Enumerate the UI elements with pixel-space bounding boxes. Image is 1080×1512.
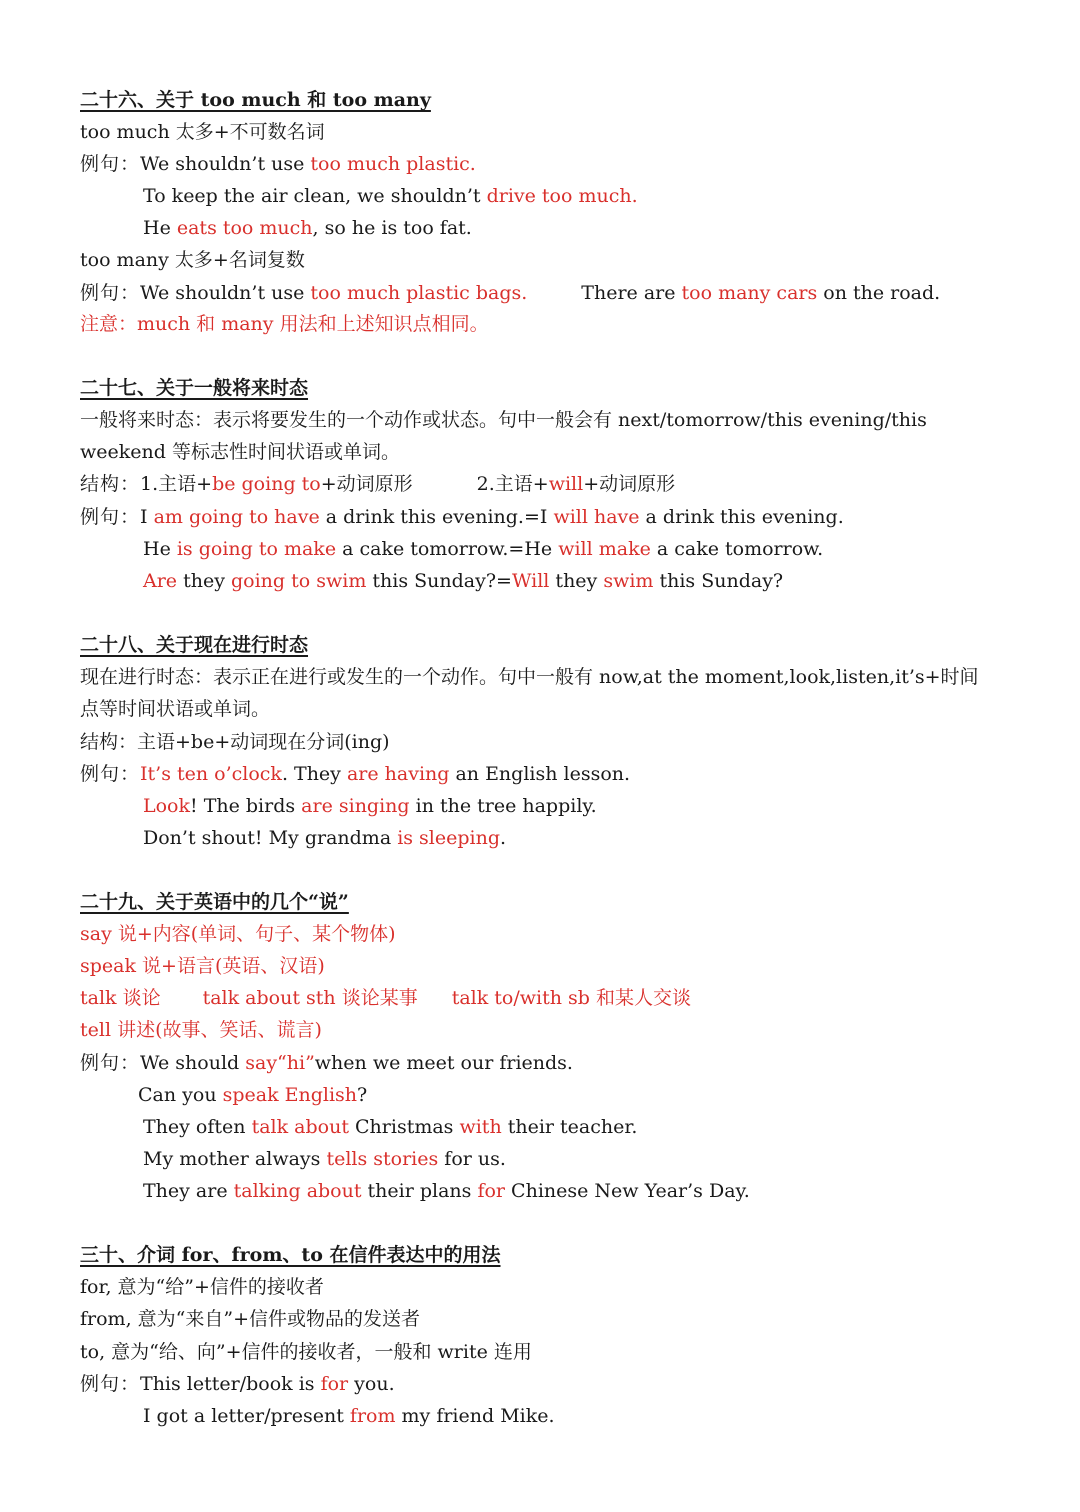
- example-highlight: are singing: [301, 795, 410, 817]
- example-text: a drink this evening.: [639, 506, 844, 528]
- example-highlight: too much plastic.: [310, 153, 476, 175]
- example-row: [80, 1050, 573, 1076]
- section-26-title: 二十六、关于 too much 和 too many: [80, 89, 431, 111]
- example-text: they: [549, 570, 604, 592]
- example-highlight: from: [349, 1405, 396, 1427]
- definition-line: weekend 等标志性时间状语或单词。: [80, 441, 400, 463]
- example-row: [143, 1114, 637, 1140]
- structure-highlight: be going to: [212, 473, 321, 495]
- example-text: my friend Mike.: [395, 1405, 555, 1427]
- example-text: on the road.: [817, 282, 941, 304]
- example-text: Chinese New Year’s Day.: [505, 1180, 750, 1202]
- example-text: an English lesson.: [449, 763, 631, 785]
- example-highlight: It’s ten o’clock: [140, 763, 282, 785]
- structure-text: +动词原形: [583, 473, 676, 495]
- example-highlight: is going to make: [176, 538, 337, 560]
- structure-highlight: will: [548, 473, 584, 495]
- example-highlight: Look: [143, 795, 191, 817]
- from-definition: from, 意为“来自”+信件或物品的发送者: [80, 1308, 420, 1330]
- example-text: He: [143, 538, 177, 560]
- talk-to-definition: talk to/with sb 和某人交谈: [451, 987, 691, 1009]
- definition-line: 现在进行时态：表示正在进行或发生的一个动作。句中一般有 now,at the moment,look,listen,it’s+时间: [80, 666, 979, 688]
- structure-row: [80, 471, 675, 497]
- example-highlight: swim: [603, 570, 654, 592]
- example-text: To keep the air clean, we shouldn’t: [143, 185, 487, 207]
- example-text: a cake tomorrow.=He: [336, 538, 559, 560]
- too-many-definition: too many 太多+名词复数: [80, 249, 305, 271]
- example-text: their plans: [361, 1180, 478, 1202]
- example-highlight: too many cars: [681, 282, 818, 304]
- example-row: [143, 536, 823, 562]
- example-text: this Sunday?: [653, 570, 784, 592]
- example-highlight: Will: [511, 570, 550, 592]
- definition-line: 一般将来时态：表示将要发生的一个动作或状态。句中一般会有 next/tomorrow/this evening/this: [80, 409, 927, 431]
- example-row: [143, 1146, 506, 1172]
- example-text: Christmas: [348, 1116, 460, 1138]
- example-row: [143, 1403, 555, 1429]
- example-text: Don’t shout! My grandma: [143, 827, 398, 849]
- example-text: ?: [357, 1084, 368, 1106]
- say-definition: say 说+内容(单词、句子、某个物体): [80, 923, 396, 945]
- example-label: 例句：: [80, 153, 141, 175]
- example-text: they: [177, 570, 231, 592]
- example-text: We shouldn’t use: [140, 153, 311, 175]
- structure-text: +动词原形: [320, 473, 413, 495]
- example-text: ! The birds: [190, 795, 302, 817]
- example-row: [143, 793, 597, 819]
- speak-definition: speak 说+语言(英语、汉语): [80, 955, 325, 977]
- example-row: [80, 761, 630, 787]
- example-text: There are: [581, 282, 682, 304]
- section-27-title: 二十七、关于一般将来时态: [80, 377, 309, 399]
- note: 注意：much 和 many 用法和上述知识点相同。: [80, 313, 489, 335]
- example-highlight: tells stories: [326, 1148, 439, 1170]
- example-row: [80, 1371, 395, 1397]
- structure-text: 2.主语+: [476, 473, 549, 495]
- example-text: We shouldn’t use: [140, 282, 311, 304]
- example-text: He: [143, 217, 177, 239]
- example-highlight: am going to have: [153, 506, 320, 528]
- talk-definition: talk 谈论: [80, 987, 161, 1009]
- example-highlight: speak English: [222, 1084, 358, 1106]
- example-highlight: will make: [558, 538, 651, 560]
- example-row: [143, 825, 506, 851]
- example-text: a cake tomorrow.: [650, 538, 824, 560]
- structure-text: 1.主语+: [140, 473, 213, 495]
- example-row: [138, 1082, 367, 1108]
- definition-line: 点等时间状语或单词。: [80, 698, 271, 720]
- example-row: [80, 151, 476, 177]
- example-highlight: say“hi”: [245, 1052, 315, 1074]
- example-highlight: talking about: [233, 1180, 362, 1202]
- example-text: a drink this evening.=I: [319, 506, 554, 528]
- example-label: 例句：: [80, 763, 141, 785]
- example-text: My mother always: [143, 1148, 327, 1170]
- example-text: Can you: [138, 1084, 223, 1106]
- example-text: for us.: [438, 1148, 506, 1170]
- example-highlight: with: [459, 1116, 502, 1138]
- structure-label: 结构：: [80, 473, 141, 495]
- section-28-title: 二十八、关于现在进行时态: [80, 634, 309, 656]
- example-highlight: going to swim: [231, 570, 367, 592]
- example-text: .: [500, 827, 507, 849]
- example-highlight: drive too much.: [486, 185, 638, 207]
- tell-definition: tell 讲述(故事、笑话、谎言): [80, 1019, 322, 1041]
- talk-about-definition: talk about sth 谈论某事: [202, 987, 418, 1009]
- example-label: 例句：: [80, 506, 141, 528]
- example-row: [143, 1178, 750, 1204]
- example-label: 例句：: [80, 282, 141, 304]
- example-highlight: are having: [346, 763, 450, 785]
- structure-row: 结构：主语+be+动词现在分词(ing): [80, 731, 390, 753]
- example-label: 例句：: [80, 1373, 141, 1395]
- example-text: This letter/book is: [140, 1373, 321, 1395]
- example-text: , so he is too fat.: [312, 217, 472, 239]
- section-30-title: 三十、介词 for、from、to 在信件表达中的用法: [80, 1244, 501, 1266]
- example-text: I got a letter/present: [143, 1405, 350, 1427]
- example-text: when we meet our friends.: [314, 1052, 573, 1074]
- example-label: 例句：: [80, 1052, 141, 1074]
- talk-definitions: [80, 985, 691, 1011]
- example-text: in the tree happily.: [409, 795, 597, 817]
- to-definition: to, 意为“给、向”+信件的接收者，一般和 write 连用: [80, 1341, 532, 1363]
- example-row: [80, 280, 940, 306]
- example-highlight: eats too much: [176, 217, 313, 239]
- example-highlight: talk about: [251, 1116, 349, 1138]
- example-text: They often: [143, 1116, 252, 1138]
- example-text: They are: [143, 1180, 234, 1202]
- example-text: you.: [348, 1373, 395, 1395]
- example-highlight: too much plastic bags.: [310, 282, 528, 304]
- example-text: their teacher.: [501, 1116, 638, 1138]
- example-text: I: [140, 506, 154, 528]
- example-highlight: for: [320, 1373, 349, 1395]
- example-highlight: is sleeping: [397, 827, 501, 849]
- example-row: [80, 504, 844, 530]
- example-row: [143, 183, 638, 209]
- example-row: [143, 568, 783, 594]
- example-row: [143, 215, 472, 241]
- too-much-definition: too much 太多+不可数名词: [80, 121, 325, 143]
- example-text: We should: [140, 1052, 246, 1074]
- example-highlight: will have: [553, 506, 640, 528]
- example-highlight: Are: [143, 570, 178, 592]
- example-text: this Sunday?=: [366, 570, 512, 592]
- example-text: . They: [281, 763, 347, 785]
- for-definition: for, 意为“给”+信件的接收者: [80, 1276, 324, 1298]
- section-29-title: 二十九、关于英语中的几个“说”: [80, 891, 349, 913]
- example-highlight: for: [477, 1180, 506, 1202]
